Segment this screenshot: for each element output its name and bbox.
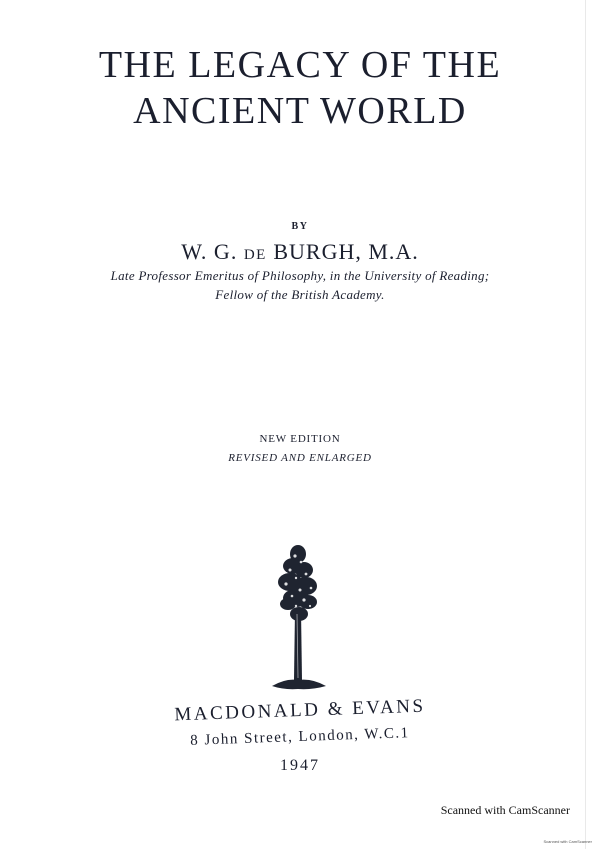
publisher-name: MACDONALD & EVANS xyxy=(174,695,426,726)
scanner-watermark: Scanned with CamScanner xyxy=(440,803,570,817)
author-initials: W. G. xyxy=(181,239,238,264)
author-surname: BURGH, M.A. xyxy=(273,239,419,264)
edition-label: NEW EDITION xyxy=(259,433,341,445)
publisher-address: 8 John Street, London, W.C.1 xyxy=(190,725,410,749)
title-line-2: ANCIENT WORLD xyxy=(133,90,467,132)
author-name xyxy=(0,239,600,265)
author-affiliation-2: Fellow of the British Academy. xyxy=(215,287,385,302)
author-affiliation-1: Late Professor Emeritus of Philosophy, in the University of Reading; xyxy=(110,268,490,283)
byline: BY xyxy=(291,221,309,232)
author-particle: DE xyxy=(243,247,267,263)
publication-year: 1947 xyxy=(280,757,320,774)
scanner-watermark-small: Scanned with CamScanner xyxy=(543,839,592,844)
title-line-1: THE LEGACY OF THE xyxy=(98,44,502,86)
revised-label: REVISED AND ENLARGED xyxy=(228,452,372,464)
tree-device-icon xyxy=(266,540,330,695)
